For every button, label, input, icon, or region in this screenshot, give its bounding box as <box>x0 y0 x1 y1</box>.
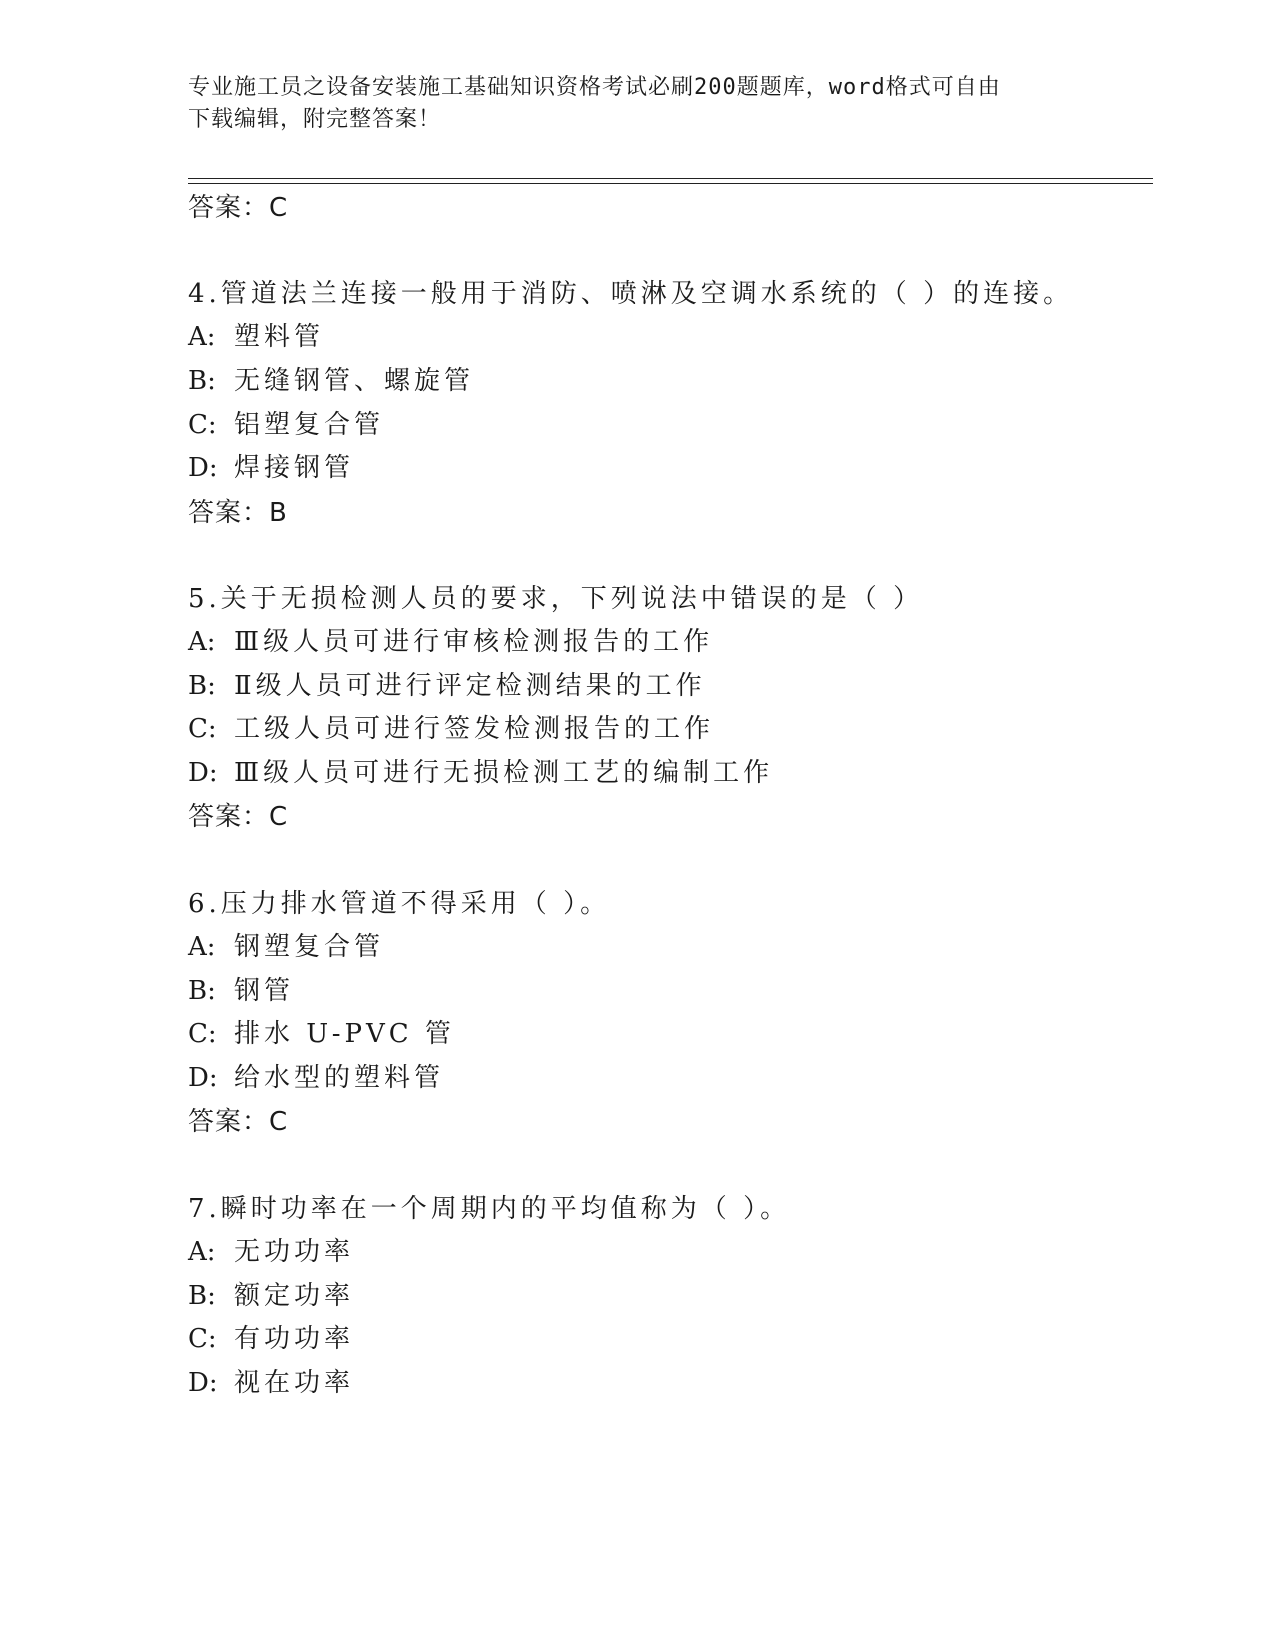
option-text: 额定功率 <box>234 1281 355 1311</box>
option-6d <box>188 1061 444 1095</box>
option-text: Ⅲ级人员可进行审核检测报告的工作 <box>234 627 714 657</box>
option-4d <box>188 451 354 485</box>
option-text: 塑料管 <box>234 322 325 352</box>
option-6a <box>188 930 384 964</box>
option-text: 给水型的塑料管 <box>234 1063 445 1093</box>
option-5c <box>188 712 714 746</box>
answer-q5: 答案：C <box>188 802 289 832</box>
option-label: B: <box>188 366 216 396</box>
option-5b <box>188 669 706 703</box>
option-text: 有功功率 <box>234 1324 355 1354</box>
option-label: C: <box>188 410 217 440</box>
option-7d <box>188 1366 354 1400</box>
header-divider-bottom <box>188 183 1153 184</box>
answer-q3: 答案：C <box>188 193 289 223</box>
option-label: D: <box>188 1368 218 1398</box>
option-label: C: <box>188 1324 217 1354</box>
document-header <box>188 72 1068 136</box>
option-text: 工级人员可进行签发检测报告的工作 <box>234 714 715 744</box>
option-text: 无缝钢管、螺旋管 <box>234 366 475 396</box>
header-line-1: 专业施工员之设备安装施工基础知识资格考试必刷200题题库，word格式可自由 <box>188 75 1001 100</box>
option-text: 焊接钢管 <box>234 453 355 483</box>
option-label: A: <box>188 627 216 657</box>
option-text: 钢塑复合管 <box>234 932 385 962</box>
option-label: B: <box>188 671 216 701</box>
option-text: 排水 U-PVC 管 <box>234 1019 455 1049</box>
option-5d <box>188 756 773 790</box>
question-stem-4: 4.管道法兰连接一般用于消防、喷淋及空调水系统的（ ）的连接。 <box>188 279 1074 309</box>
option-text: 钢管 <box>234 976 295 1006</box>
option-text: Ⅲ级人员可进行无损检测工艺的编制工作 <box>234 758 774 788</box>
option-label: A: <box>188 932 216 962</box>
option-7b <box>188 1279 354 1313</box>
option-4b <box>188 364 474 398</box>
option-7a <box>188 1235 354 1269</box>
option-label: A: <box>188 322 216 352</box>
option-text: 视在功率 <box>234 1368 355 1398</box>
answer-q6: 答案：C <box>188 1107 289 1137</box>
question-stem-5: 5.关于无损检测人员的要求，下列说法中错误的是（ ） <box>188 584 924 614</box>
option-4a <box>188 320 324 354</box>
option-text: 铝塑复合管 <box>234 410 385 440</box>
option-7c <box>188 1322 354 1356</box>
option-label: C: <box>188 1019 217 1049</box>
answer-q4: 答案：B <box>188 498 288 528</box>
question-stem-7: 7.瞬时功率在一个周期内的平均值称为（ ）。 <box>188 1194 791 1224</box>
option-label: D: <box>188 758 218 788</box>
option-6c <box>188 1017 455 1051</box>
option-5a <box>188 625 713 659</box>
option-6b <box>188 974 294 1008</box>
question-stem-6: 6.压力排水管道不得采用（ ）。 <box>188 889 611 919</box>
option-4c <box>188 408 384 442</box>
option-text: Ⅱ级人员可进行评定检测结果的工作 <box>234 671 706 701</box>
header-divider-top <box>188 178 1153 179</box>
option-text: 无功功率 <box>234 1237 355 1267</box>
option-label: A: <box>188 1237 216 1267</box>
option-label: D: <box>188 453 218 483</box>
option-label: D: <box>188 1063 218 1093</box>
option-label: B: <box>188 1281 216 1311</box>
option-label: C: <box>188 714 217 744</box>
option-label: B: <box>188 976 216 1006</box>
header-line-2: 下载编辑，附完整答案！ <box>188 107 442 132</box>
